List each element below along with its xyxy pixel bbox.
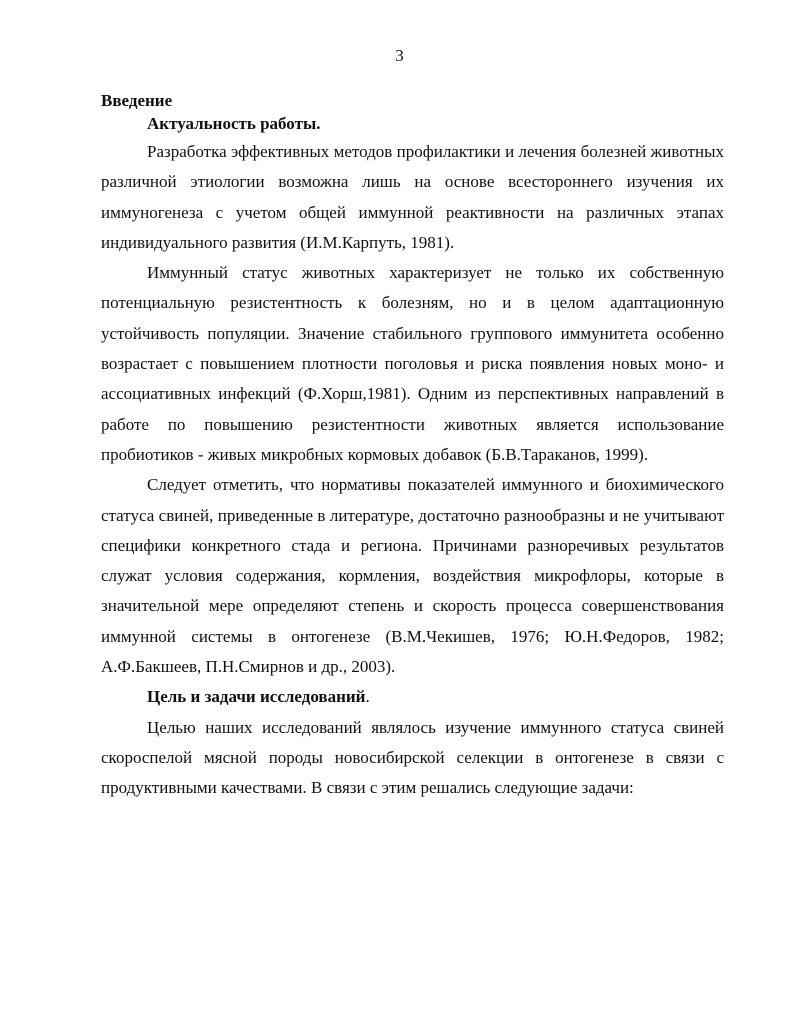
page-number: 3 [395,46,404,65]
subheading: Актуальность работы. [147,114,321,133]
paragraph: Следует отметить, что нормативы показателей иммунного и биохимического статуса свиней, приведенные в литературе, достаточно разнообразны и не учитывают специфики конкретного стада и региона. Причинами разноречивых результатов служат условия содержания, кормления, воздействия микрофлоры, которые в значительной мере определяют степень и скорость процесса совершенствования иммунной системы в онтогенезе (В.М.Чекишев, 1976; Ю.Н.Федоров, 1982; А.Ф.Бакшеев, П.Н.Смирнов и др., 2003). [101,475,724,677]
section-title-text: Цель и задачи исследований [147,687,366,707]
section-heading: Введение [101,91,173,110]
page-body [101,91,724,804]
paragraph: Целью наших исследований являлось изучение иммунного статуса свиней скороспелой мясной породы новосибирской селекции в онтогенезе в связи с продуктивными качествами. В связи с этим решались следующие задачи: [101,717,724,798]
paragraph: Иммунный статус животных характеризует не только их собственную потенциальную резистентность к болезням, но и в целом адаптационную устойчивость популяции. Значение стабильного группового иммунитета особенно возрастает с повышением плотности поголовья и риска появления новых моно- и ассоциативных инфекций (Ф.Хорш,1981). Одним из перспективных направлений в работе по повышению резистентности животных является использование пробиотиков - живых микробных кормовых добавок (Б.В.Тараканов, 1999). [101,263,724,464]
section-title-period: . [365,687,370,707]
paragraph: Разработка эффективных методов профилактики и лечения болезней животных различной этиологии возможна лишь на основе всестороннего изучения их иммуногенеза с учетом общей иммунной реактивности на различных этапах индивидуального развития (И.М.Карпуть, 1981). [101,142,724,252]
section-title [101,682,724,712]
